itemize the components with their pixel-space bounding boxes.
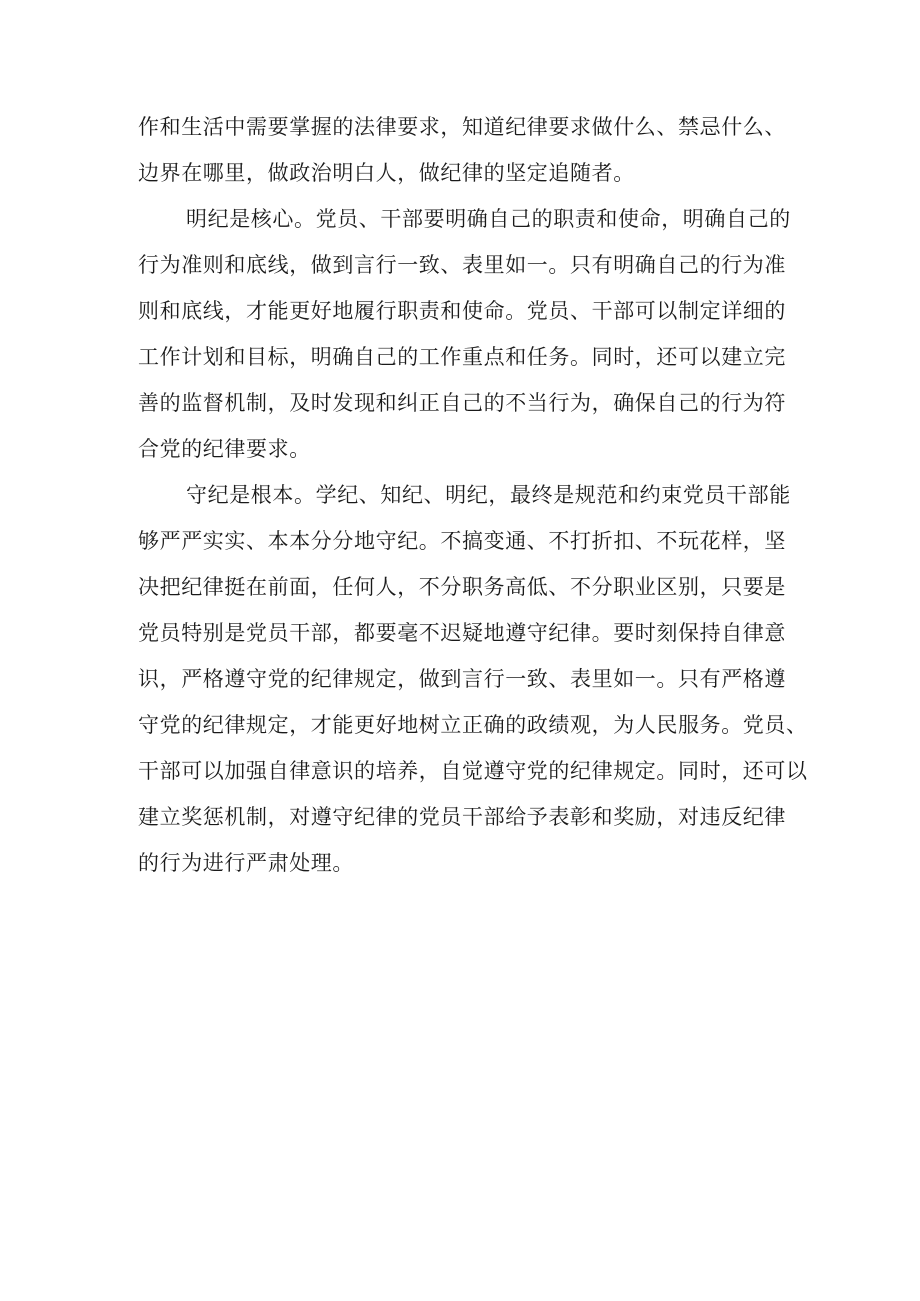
text-line: 明纪是核心。党员、干部要明确自己的职责和使命，明确自己的 xyxy=(186,207,791,231)
text-line: 善的监督机制，及时发现和纠正自己的不当行为，确保自己的行为符 xyxy=(138,391,786,415)
text-line: 党员特别是党员干部，都要毫不迟疑地遵守纪律。要时刻保持自律意 xyxy=(138,621,786,645)
paragraph-shouji xyxy=(138,472,808,886)
text-line: 作和生活中需要掌握的法律要求，知道纪律要求做什么、禁忌什么、 xyxy=(138,115,786,139)
text-line: 决把纪律挺在前面，任何人，不分职务高低、不分职业区别，只要是 xyxy=(138,575,786,599)
text-line: 合党的纪律要求。 xyxy=(138,437,311,461)
paragraph-continued xyxy=(138,104,798,196)
text-line: 识，严格遵守党的纪律规定，做到言行一致、表里如一。只有严格遵 xyxy=(138,667,786,691)
text-line: 行为准则和底线，做到言行一致、表里如一。只有明确自己的行为准 xyxy=(138,253,786,277)
text-line: 干部可以加强自律意识的培养，自觉遵守党的纪律规定。同时，还可以 xyxy=(138,759,808,783)
document-body xyxy=(138,104,808,886)
text-line: 守党的纪律规定，才能更好地树立正确的政绩观，为人民服务。党员、 xyxy=(138,713,808,737)
text-line: 工作计划和目标，明确自己的工作重点和任务。同时，还可以建立完 xyxy=(138,345,786,369)
text-line: 建立奖惩机制，对遵守纪律的党员干部给予表彰和奖励，对违反纪律 xyxy=(138,805,786,829)
text-line: 守纪是根本。学纪、知纪、明纪，最终是规范和约束党员干部能 xyxy=(186,483,791,507)
text-line: 够严严实实、本本分分地守纪。不搞变通、不打折扣、不玩花样，坚 xyxy=(138,529,786,553)
paragraph-mingji xyxy=(138,196,798,472)
text-line: 则和底线，才能更好地履行职责和使命。党员、干部可以制定详细的 xyxy=(138,299,786,323)
text-line: 边界在哪里，做政治明白人，做纪律的坚定追随者。 xyxy=(138,161,635,185)
text-line: 的行为进行严肃处理。 xyxy=(138,851,354,875)
